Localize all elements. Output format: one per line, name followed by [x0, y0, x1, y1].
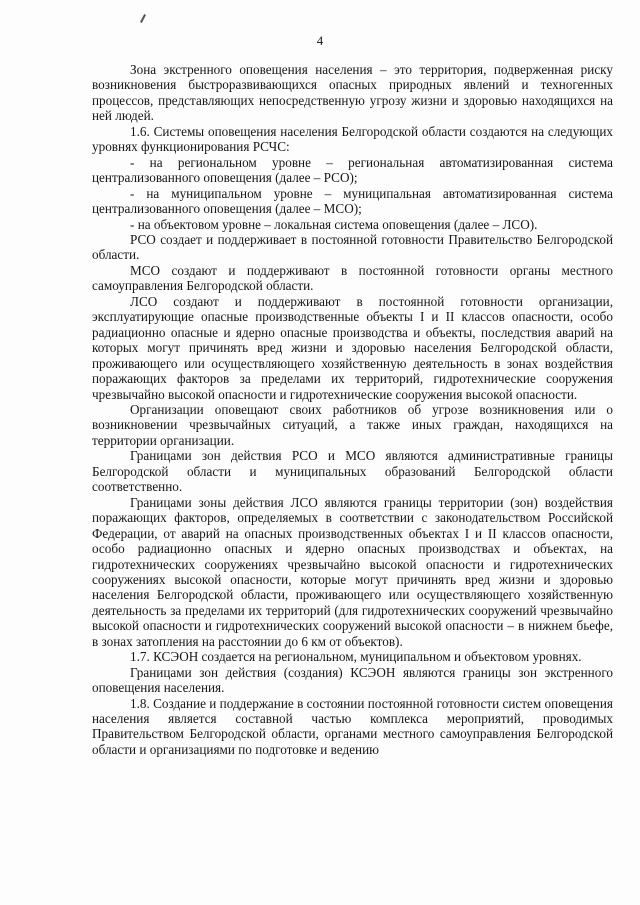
paragraph: Границами зон действия (создания) КСЭОН являются границы зон экстренного оповещения населения.	[92, 664, 613, 696]
paragraph: 1.7. КСЭОН создается на региональном, муниципальном и объектовом уровнях.	[130, 649, 582, 665]
paragraph: Зона экстренного оповещения населения – это территория, подверженная риску возникновения быстроразвивающихся опасных природных явлений и техногенных процессов, представляющих непосредственную угрозу жизни и здоровью находящихся на ней людей.	[92, 62, 613, 124]
paragraph: Границами зоны действия ЛСО являются границы территории (зон) воздействия поражающих факторов, определяемых в соответствии с законодательством Российской Федерации, от аварий на опасных производственных объектах I и II классов опасности, особо радиационно опасных и ядерно опасных производствах и объектах, на гидротехнических сооружениях чрезвычайно высокой опасности и гидротехнических сооружениях высокой опасности, которые могут причинять вред жизни и здоровью населения Белгородской области, проживающего или осуществляющего хозяйственную деятельность за пределами их территорий (для гидротехнических сооружений чрезвычайно высокой опасности и гидротехнических сооружений высокой опасности – в нижнем бьефе, в зонах затопления на расстоянии до 6 км от объектов).	[92, 494, 613, 649]
paragraph: - на объектовом уровне – локальная система оповещения (далее – ЛСО).	[130, 216, 538, 232]
paragraph: ЛСО создают и поддерживают в постоянной готовности организации, эксплуатирующие опасные производственные объекты I и II классов опасности, особо радиационно опасные и ядерно опасные производства и объекты, последствия аварий на которых могут причинять вред жизни и здоровью населения Белгородской области, проживающего или осуществляющего хозяйственную деятельность в зонах воздействия поражающих факторов за пределами их территорий, гидротехнические сооружения чрезвычайно высокой опасности и гидротехнические сооружения высокой опасности.	[92, 293, 613, 402]
paragraph: 1.8. Создание и поддержание в состоянии постоянной готовности систем оповещения населения является составной частью комплекса мероприятий, проводимых Правительством Белгородской области, органами местного самоуправления Белгородской области и организациями по подготовке и ведению	[92, 695, 613, 757]
page-number: 4	[316, 33, 324, 48]
paragraph: МСО создают и поддерживают в постоянной готовности органы местного самоуправления Белгородской области.	[92, 262, 613, 294]
paragraph: - на региональном уровне – региональная автоматизированная система централизованного оповещения (далее – РСО);	[92, 154, 613, 186]
paragraph: Границами зон действия РСО и МСО являются административные границы Белгородской области и муниципальных образований Белгородской области соответственно.	[92, 448, 613, 495]
document-body	[92, 62, 613, 757]
paragraph: Организации оповещают своих работников об угрозе возникновения или о возникновении чрезвычайных ситуаций, а также иных граждан, находящихся на территории организации.	[92, 401, 613, 448]
paragraph: РСО создает и поддерживает в постоянной готовности Правительство Белгородской области.	[92, 231, 613, 263]
scan-mark	[140, 14, 146, 23]
paragraph: 1.6. Системы оповещения населения Белгородской области создаются на следующих уровнях функционирования РСЧС:	[92, 123, 613, 155]
paragraph: - на муниципальном уровне – муниципальная автоматизированная система централизованного оповещения (далее – МСО);	[92, 185, 613, 217]
